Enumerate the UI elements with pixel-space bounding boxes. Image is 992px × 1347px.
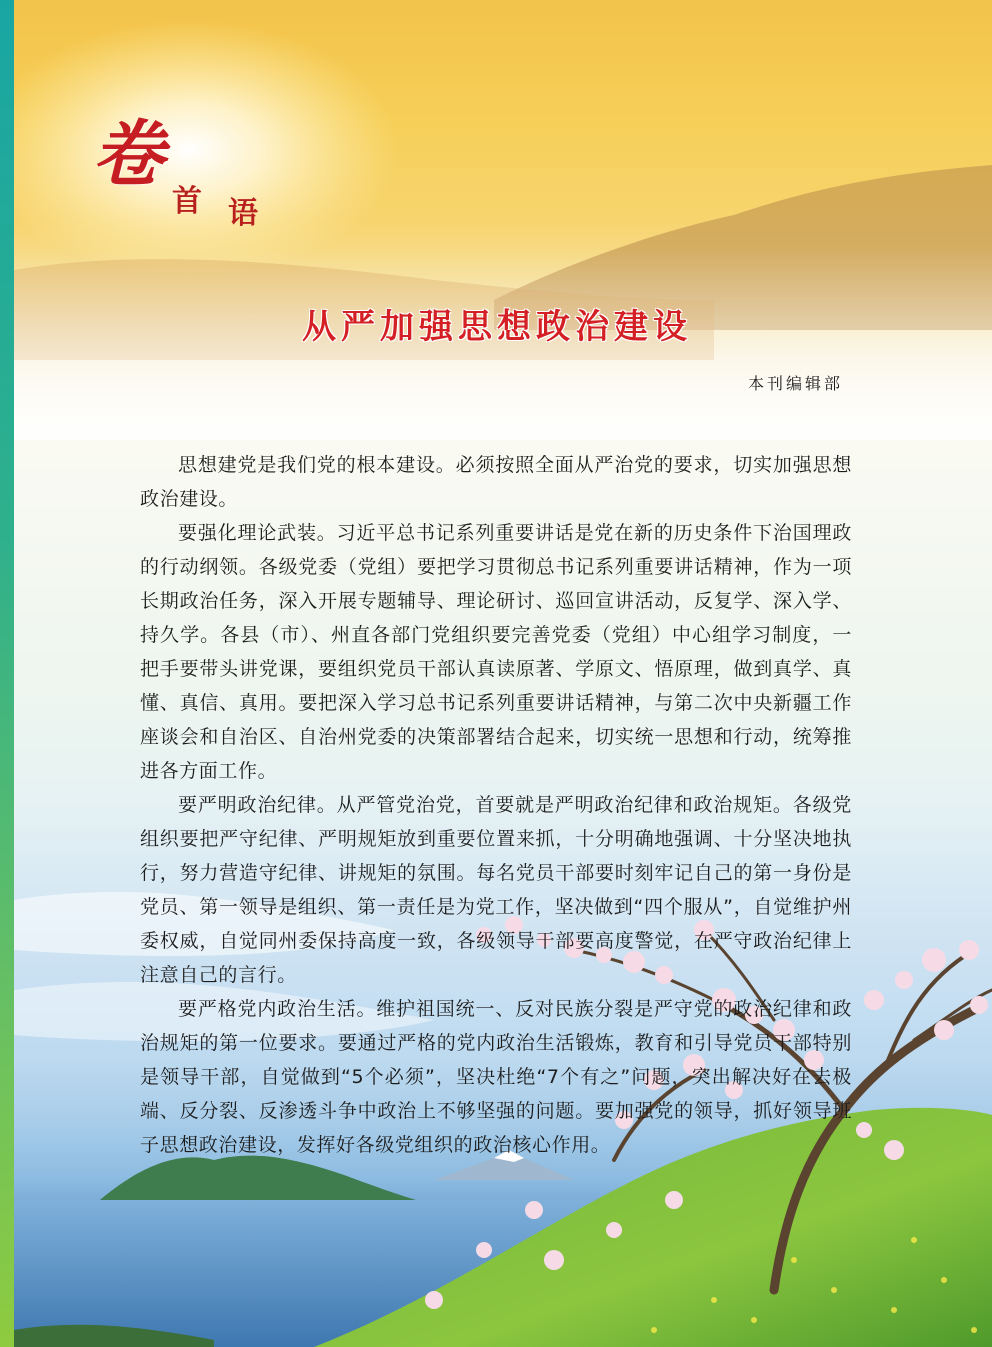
heading-big-char: 卷 bbox=[92, 111, 165, 196]
paragraph: 要严格党内政治生活。维护祖国统一、反对民族分裂是严守党的政治纪律和政治规矩的第一位要求。要通过严格的党内政治生活锻炼，教育和引导党员干部特别是领导干部，自觉做到“5个必须”，坚决杜绝“7个有之”问题，突出解决好在去极端、反分裂、反渗透斗争中政治上不够坚强的问题。要加强党的领导，抓好领导班子思想政治建设，发挥好各级党组织的政治核心作用。 bbox=[140, 998, 852, 1156]
paragraph: 要强化理论武装。习近平总书记系列重要讲话是党在新的历史条件下治国理政的行动纲领。各级党委（党组）要把学习贯彻总书记系列重要讲话精神，作为一项长期政治任务，深入开展专题辅导、理论研讨、巡回宣讲活动，反复学、深入学、持久学。各县（市）、州直各部门党组织要完善党委（党组）中心组学习制度，一把手要带头讲党课，要组织党员干部认真读原著、学原文、悟原理，做到真学、真懂、真信、真用。要把深入学习总书记系列重要讲话精神，与第二次中央新疆工作座谈会和自治区、自治州党委的决策部署结合起来，切实统一思想和行动，统筹推进各方面工作。 bbox=[140, 522, 852, 782]
heading-small-char-2: 语 bbox=[228, 196, 258, 231]
article-title: 从严加强思想政治建设 bbox=[302, 307, 692, 347]
left-color-bar bbox=[0, 0, 14, 1347]
heading-small-char-1: 首 bbox=[172, 184, 202, 219]
paragraph: 思想建党是我们党的根本建设。必须按照全面从严治党的要求，切实加强思想政治建设。 bbox=[140, 454, 852, 510]
paragraph: 要严明政治纪律。从严管党治党，首要就是严明政治纪律和政治规矩。各级党组织要把严守纪律、严明规矩放到重要位置来抓，十分明确地强调、十分坚决地执行，努力营造守纪律、讲规矩的氛围。每名党员干部要时刻牢记自己的第一身份是党员、第一领导是组织、第一责任是为党工作，坚决做到“四个服从”，自觉维护州委权威，自觉同州委保持高度一致，各级领导干部要高度警觉，在严守政治纪律上注意自己的言行。 bbox=[140, 794, 852, 986]
column-heading bbox=[80, 111, 310, 231]
island-hill bbox=[94, 1156, 434, 1205]
article-author: 本刊编辑部 bbox=[748, 374, 844, 393]
article-body bbox=[140, 448, 852, 1162]
